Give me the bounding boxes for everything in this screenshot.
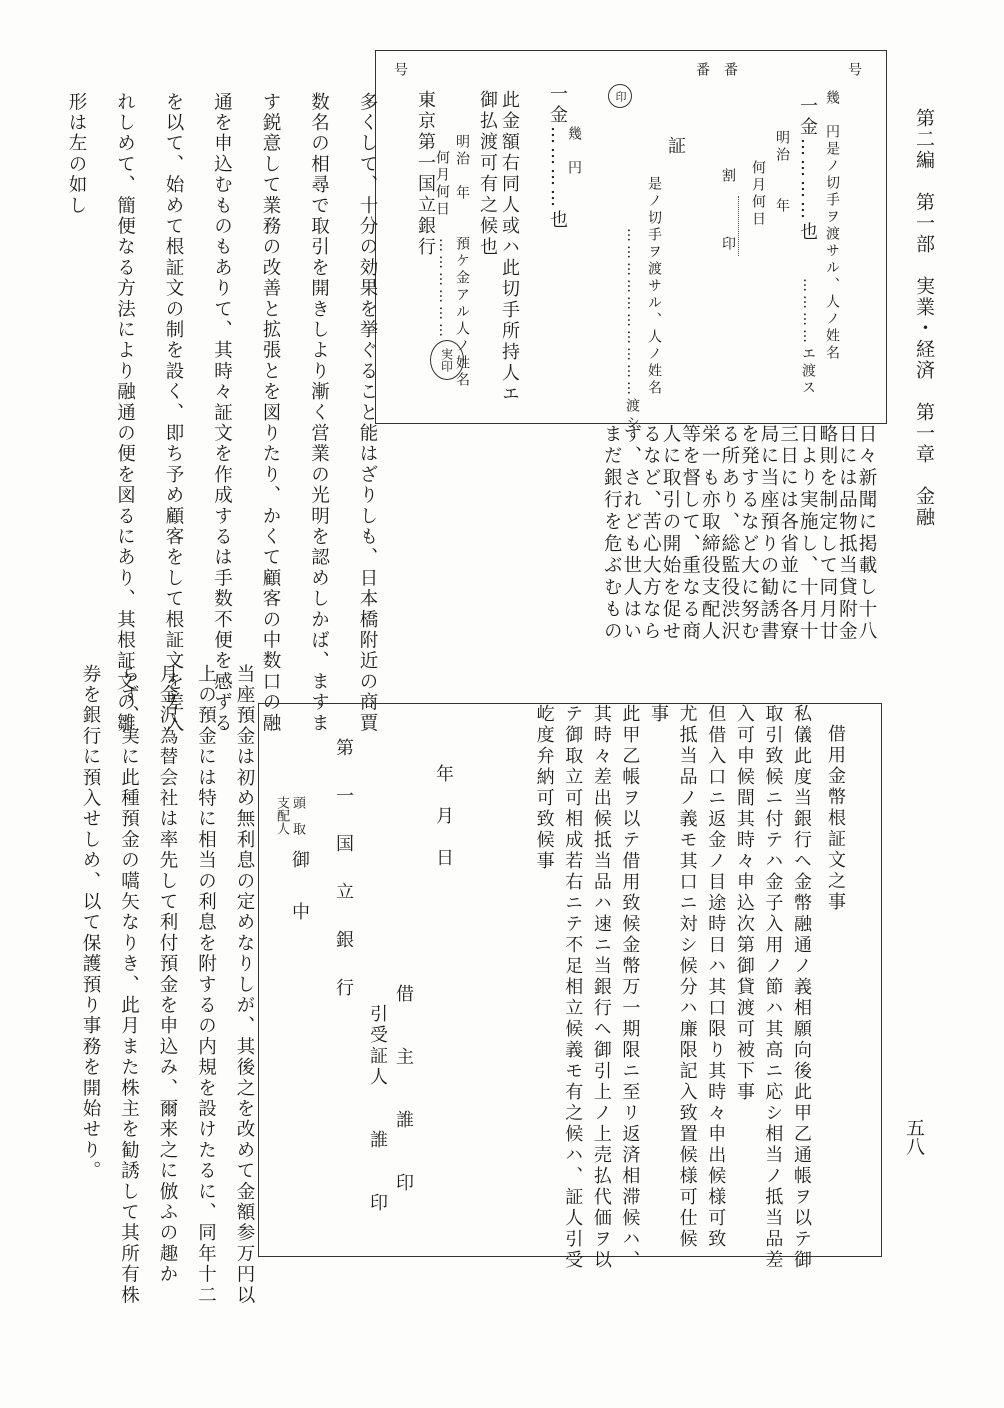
payment-clause-1: 此金額右同人或ハ此切手所持人エ xyxy=(499,90,520,405)
depositor-blank: ……………… xyxy=(436,238,452,340)
text-line: 券を銀行に預入せしめ、以て保護預り事務を開始せり。 xyxy=(80,664,101,1182)
loan-clause-line: 私儀此度当銀行ヘ金幣融通ノ義相願向後此甲乙通帳ヲ以テ御 xyxy=(791,704,812,1271)
text-line: 数名の相尋で取引を開きしより漸く営業の光明を認めしかば、ますま xyxy=(308,92,330,734)
tally-seal-rule xyxy=(738,196,739,256)
text-line: 栄一も亦取締役支配人 xyxy=(699,424,721,643)
text-line: 当座預金は初め無利息の定めなりしが、其後之を改めて金額参万円以 xyxy=(234,664,255,1306)
text-line: 局に当座預りの勧誘書 xyxy=(758,424,779,643)
guarantor-line: 引受証人 誰 印 xyxy=(367,1004,388,1214)
form-number-mark-left: 号 xyxy=(392,62,408,79)
text-line: 三日には各省並に各寮 xyxy=(777,424,799,643)
text-line: 月金沢為替会社は率先して利付預金を申込み、爾来之に倣ふの趣か xyxy=(157,664,178,1285)
depositor-date: 何月何日 xyxy=(434,150,450,218)
text-line: 略則を制定して同月廿 xyxy=(816,424,838,643)
certificate-char: 証 xyxy=(665,136,686,157)
text-line: 形は左の如し xyxy=(66,92,87,217)
loan-clause-line: 取引致候ニ付テハ金子入用ノ節ハ其高ニ応シ相当ノ抵当品差 xyxy=(762,704,784,1271)
text-line: 等を督して、重なる商 xyxy=(679,424,701,643)
stub-drawee: 是ノ切手ヲ渡サル、人ノ姓名 xyxy=(824,141,840,362)
text-line: れしめて、簡便なる方法により融通の便を図るにあり、其根証文の雛 xyxy=(114,92,136,734)
depositor-meiji: 明治 年 預ケ金アル人ノ姓名 xyxy=(454,134,470,389)
amount-ikuen: 幾 円 xyxy=(566,126,582,177)
text-line: ず、されども世人はい xyxy=(620,424,642,643)
loan-clause-line: テ御取立可相成若右ニテ不足相立候義モ有之候ハ、証人引受 xyxy=(562,704,584,1271)
text-line: す鋭意して業務の改善と拡張とを図りたり、かくて顧客の中数口の融 xyxy=(260,92,281,734)
loan-clause-line: 其時々差出候抵当品ハ速ニ当銀行ヘ御引上ノ上売払代価ヲ以 xyxy=(590,704,612,1271)
recipient-title-president: 頭 取 xyxy=(290,796,305,835)
text-line: 日々新聞に掲載し十八 xyxy=(856,424,877,643)
loan-clause-line: 但借入口ニ返金ノ目途時日ハ其口限り其時々申出候様可致 xyxy=(705,704,727,1250)
text-line: を以て、始めて根証文の制を設く、即ち予め顧客をして根証文を差入 xyxy=(163,92,184,734)
registered-seal-mark: 実印 xyxy=(430,340,464,380)
stub-watasu: …………エ渡ス xyxy=(800,278,816,397)
text-line: る所あり、総監役渋沢 xyxy=(718,424,740,643)
form-ban-mark-left: 番 xyxy=(694,62,710,79)
form-ban-mark-right: 番 xyxy=(722,62,738,79)
stub-date: 何月何日 xyxy=(750,160,766,228)
recipient-title-manager: 支配人 xyxy=(274,796,289,835)
drawee-label: 是ノ切手ヲ渡サル、人ノ姓名 xyxy=(646,176,662,397)
running-header: 第二編 第一部 実業・経済 第一章 金融 xyxy=(913,108,935,528)
text-line: 人に取引の開始を促せ xyxy=(660,424,681,643)
loan-clause-line: 此甲乙帳ヲ以テ借用致候金幣万一期限ニ至リ返済相滞候ハ、 xyxy=(619,704,641,1271)
payment-clause-2: 御払渡可有之候也 xyxy=(477,90,498,258)
recipient-gochu: 御 中 xyxy=(289,850,310,928)
seal-in-mark: 印 xyxy=(608,84,632,108)
text-line: 日より実施し、十月十 xyxy=(797,424,819,643)
text-line: を発するなど大に努む xyxy=(738,424,760,643)
tally-seal-label: 割 印 xyxy=(720,168,736,253)
stub-meiji: 明治 年 xyxy=(774,130,790,215)
borrower-line: 借 主 誰 印 xyxy=(393,984,414,1194)
issuing-bank: 東京第一国立銀行 xyxy=(415,90,436,258)
text-line: 通を申込むものもありて、其時々証文を作成するは手数不便を感ずる xyxy=(211,92,233,734)
text-line: 多くして、十分の効果を挙ぐること能はざりしも、日本橋附近の商賈 xyxy=(357,92,378,734)
loan-note-date: 年 月 日 xyxy=(433,764,454,869)
page-number: 五八 xyxy=(903,1118,925,1156)
loan-note-title: 借用金幣根証文之事 xyxy=(825,724,846,913)
text-line: らず、実に此種預金の嚆矢なりき、此月また株主を勧誘して其所有株 xyxy=(118,664,140,1306)
loan-clause-line: 事 xyxy=(648,704,669,725)
text-line: 上の預金には特に相当の利息を附するの内規を設けたるに、同年十二 xyxy=(195,664,217,1306)
text-line: るなど、苦心大方なら xyxy=(640,424,662,643)
form-number-mark-right: 号 xyxy=(846,62,862,79)
loan-clause-line: 屹度弁納可致候事 xyxy=(533,704,555,872)
amount-ichikin: 一金…………也 xyxy=(547,84,568,231)
drawee-blank: …………………………渡シ xyxy=(624,228,640,432)
loan-clause-line: 尤抵当品ノ義モ其口ニ対シ候分ハ廉限記入致置候様可仕候 xyxy=(676,704,698,1250)
recipient-bank: 第 一 国 立 銀 行 xyxy=(333,738,354,1002)
text-line: 日には品物抵当貸附金 xyxy=(836,424,858,643)
text-line: まだ銀行を危ぶむもの xyxy=(601,424,623,643)
stub-ichikin: 一金…………也 xyxy=(797,96,818,243)
stub-amount-line xyxy=(822,90,842,362)
loan-clause-line: 入可申候間其時々申込次第御貸渡可被下事 xyxy=(733,704,755,1103)
stub-amount: 幾 円 xyxy=(824,90,840,141)
